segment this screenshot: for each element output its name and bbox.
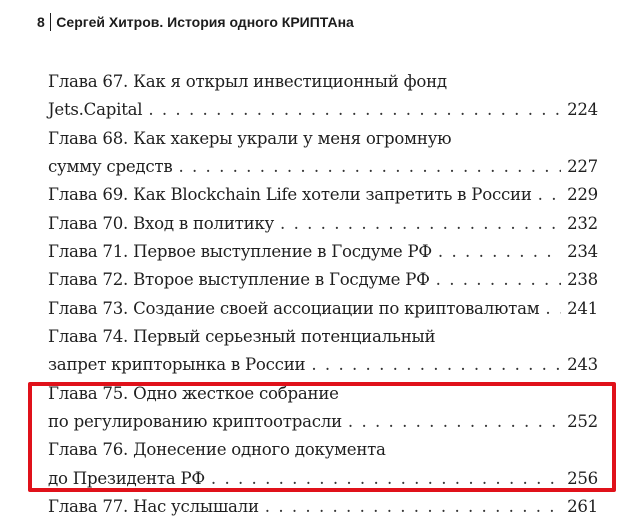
toc-page-number: 243	[567, 355, 598, 375]
book-title: Сергей Хитров. История одного КРИПТАна	[56, 14, 354, 30]
toc-entry	[48, 68, 598, 125]
header-divider	[50, 13, 52, 31]
toc-entry-text: сумму средств	[48, 157, 173, 177]
toc-line	[48, 408, 598, 436]
toc-page-number: 241	[567, 298, 598, 318]
toc-line	[48, 68, 598, 96]
toc-entry-text: Глава 71. Первое выступление в Госдуме РФ	[48, 242, 432, 262]
toc-page-number: 238	[567, 270, 598, 290]
dot-leader	[311, 351, 561, 379]
dot-leader	[348, 408, 561, 436]
page-number: 8	[37, 14, 45, 30]
dot-leader	[265, 493, 561, 521]
toc-entry	[48, 181, 598, 209]
toc-line	[48, 125, 598, 153]
toc-line	[48, 323, 598, 351]
toc-entry	[48, 295, 598, 323]
toc-entry-text: Глава 69. Как Blockchain Life хотели запретить в России	[48, 185, 532, 205]
toc-entry-text: по регулированию криптоотрасли	[48, 412, 342, 432]
dot-leader	[538, 181, 561, 209]
toc-entry-text: Глава 70. Вход в политику	[48, 213, 275, 233]
dot-leader	[148, 96, 561, 124]
toc-entry-text: запрет крипторынка в России	[48, 355, 306, 375]
dot-leader	[438, 238, 561, 266]
toc-page-number: 224	[567, 100, 598, 120]
toc-entry	[48, 125, 598, 182]
toc-entry-text: Jets.Capital	[48, 100, 143, 120]
toc-entry-text: Глава 75. Одно жесткое собрание	[48, 383, 339, 403]
toc-entry	[48, 436, 598, 493]
dot-leader	[211, 465, 561, 493]
toc-entry-text: Глава 74. Первый серьезный потенциальный	[48, 327, 436, 347]
toc-line	[48, 380, 598, 408]
toc-entry-text: Глава 76. Донесение одного документа	[48, 440, 386, 460]
toc-entry-text: до Президента РФ	[48, 468, 205, 488]
toc-entry	[48, 238, 598, 266]
toc-page-number: 229	[567, 185, 598, 205]
toc-entry	[48, 323, 598, 380]
toc-entry	[48, 210, 598, 238]
toc-line	[48, 266, 598, 294]
toc-line	[48, 153, 598, 181]
toc-line	[48, 493, 598, 521]
toc-entry-text: Глава 68. Как хакеры украли у меня огромную	[48, 128, 452, 148]
toc-line	[48, 96, 598, 124]
toc-entry-text: Глава 77. Нас услышали	[48, 497, 259, 517]
toc-line	[48, 351, 598, 379]
toc-entry-text: Глава 67. Как я открыл инвестиционный фонд	[48, 72, 447, 91]
toc-entry	[48, 380, 598, 437]
toc-line	[48, 181, 598, 209]
toc-page-number: 256	[567, 468, 598, 488]
table-of-contents	[48, 68, 598, 522]
toc-page-number: 227	[567, 157, 598, 177]
dot-leader	[545, 295, 561, 323]
toc-page-number: 232	[567, 213, 598, 233]
toc-page-number: 234	[567, 242, 598, 262]
dot-leader	[280, 210, 561, 238]
toc-page-number: 261	[567, 497, 598, 517]
dot-leader	[178, 153, 561, 181]
toc-entry-text: Глава 73. Создание своей ассоциации по криптовалютам	[48, 298, 540, 318]
toc-line	[48, 238, 598, 266]
toc-page-number: 252	[567, 412, 598, 432]
toc-entry	[48, 266, 598, 294]
toc-line	[48, 295, 598, 323]
toc-entry-text: Глава 72. Второе выступление в Госдуме РФ	[48, 270, 430, 290]
toc-line	[48, 436, 598, 464]
running-head	[37, 12, 354, 32]
dot-leader	[436, 266, 561, 294]
toc-line	[48, 465, 598, 493]
toc-entry	[48, 493, 598, 521]
toc-line	[48, 210, 598, 238]
